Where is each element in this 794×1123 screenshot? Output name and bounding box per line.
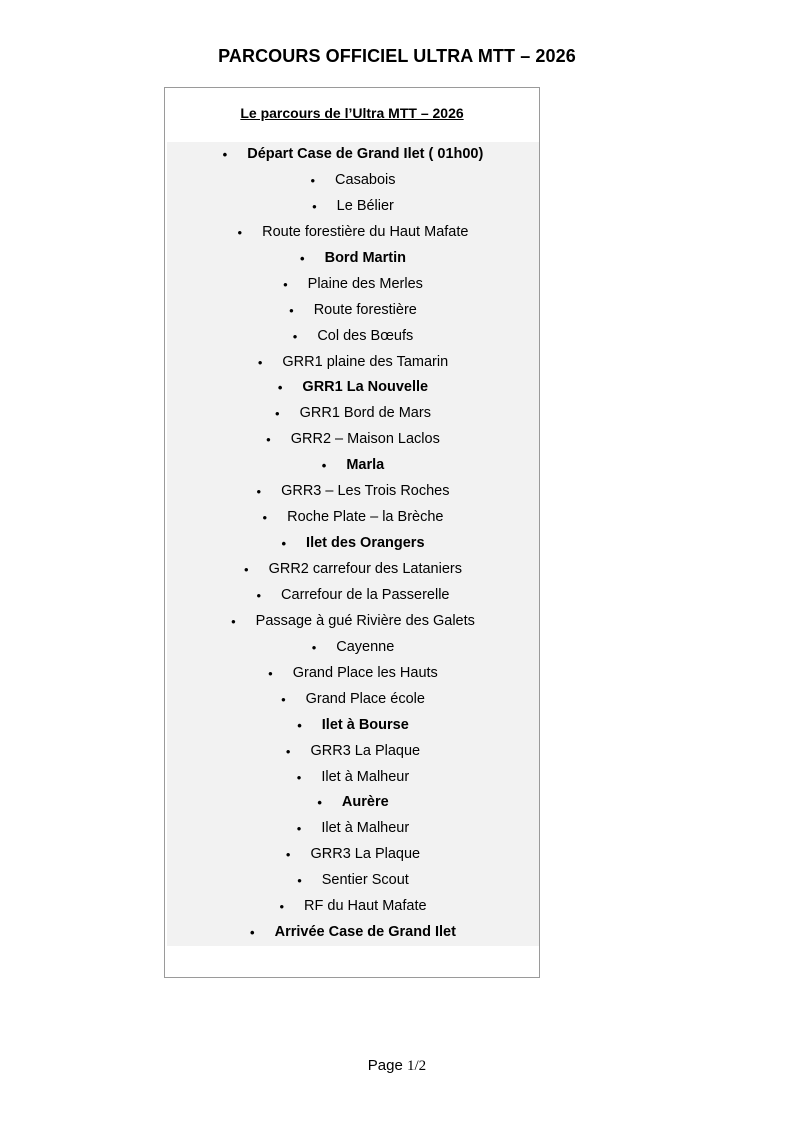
route-stop <box>167 816 539 842</box>
bullet-icon: • <box>317 795 322 811</box>
route-stop <box>167 687 539 713</box>
bullet-icon: • <box>256 587 262 603</box>
bullet-icon: • <box>279 899 285 915</box>
route-stop <box>167 453 539 479</box>
bullet-icon: • <box>275 406 280 422</box>
route-box-heading: Le parcours de l’Ultra MTT – 2026 <box>240 105 464 121</box>
route-stop-label: RF du Haut Mafate <box>304 898 427 915</box>
route-stop-label: Marla <box>346 457 385 474</box>
route-stop-label: Bord Martin <box>324 249 406 266</box>
bullet-icon: • <box>277 380 283 396</box>
bullet-icon: • <box>266 432 271 448</box>
route-stop-label: Col des Bœufs <box>317 327 414 344</box>
route-stop-label: Ilet à Bourse <box>321 716 409 733</box>
route-stop-list <box>167 142 539 946</box>
page-footer <box>0 1057 794 1075</box>
route-stop <box>167 246 539 272</box>
route-box <box>164 87 540 978</box>
route-stop-label: GRR2 – Maison Laclos <box>290 431 440 448</box>
route-stop-label: Plaine des Merles <box>307 275 423 292</box>
bullet-icon: • <box>285 743 291 759</box>
bullet-icon: • <box>257 354 263 370</box>
route-stop-label: Route forestière <box>313 301 417 318</box>
route-stop <box>167 375 539 401</box>
route-stop <box>167 635 539 661</box>
bullet-icon: • <box>250 925 255 941</box>
route-stop-label: GRR1 Bord de Mars <box>299 405 431 422</box>
route-stop-label: Le Bélier <box>336 197 394 214</box>
bullet-icon: • <box>300 250 305 266</box>
route-stop <box>167 168 539 194</box>
page-label: Page <box>367 1057 403 1074</box>
route-stop-label: Cayenne <box>336 638 395 655</box>
page-number: 1/2 <box>407 1058 427 1074</box>
route-stop-label: Ilet à Malheur <box>321 820 410 837</box>
route-stop <box>167 609 539 635</box>
route-stop <box>167 842 539 868</box>
route-stop <box>167 142 539 168</box>
route-stop <box>167 220 539 246</box>
route-stop <box>167 557 539 583</box>
bullet-icon: • <box>311 639 317 655</box>
bullet-icon: • <box>285 847 291 863</box>
bullet-icon: • <box>222 147 228 162</box>
bullet-icon: • <box>297 873 302 889</box>
route-stop <box>167 531 539 557</box>
route-stop-label: GRR2 carrefour des Lataniers <box>268 561 462 577</box>
route-stop-label: Carrefour de la Passerelle <box>281 586 450 603</box>
bullet-icon: • <box>256 484 262 500</box>
route-stop <box>167 350 539 376</box>
bullet-icon: • <box>244 562 249 577</box>
route-stop <box>167 479 539 505</box>
route-stop-label: Roche Plate – la Brèche <box>287 509 444 526</box>
bullet-icon: • <box>262 510 268 526</box>
route-stop-label: GRR3 – Les Trois Roches <box>281 483 450 500</box>
route-stop-label: Ilet à Malheur <box>321 768 410 785</box>
route-stop <box>167 661 539 687</box>
bullet-icon: • <box>289 302 294 318</box>
bullet-icon: • <box>231 613 236 629</box>
document-title: PARCOURS OFFICIEL ULTRA MTT – 2026 <box>218 46 576 66</box>
route-stop <box>167 920 539 946</box>
route-stop <box>167 790 539 816</box>
bullet-icon: • <box>296 821 302 837</box>
route-stop <box>167 583 539 609</box>
route-stop <box>167 324 539 350</box>
route-stop-label: GRR1 La Nouvelle <box>302 379 429 396</box>
bullet-icon: • <box>281 691 286 707</box>
route-stop-label: Route forestière du Haut Mafate <box>262 223 469 240</box>
bullet-icon: • <box>321 458 327 474</box>
bullet-icon: • <box>312 198 317 214</box>
route-stop-label: Départ Case de Grand Ilet ( 01h00) <box>247 146 484 162</box>
bullet-icon: • <box>310 172 316 188</box>
route-stop <box>167 505 539 531</box>
bullet-icon: • <box>297 717 302 733</box>
route-stop <box>167 427 539 453</box>
route-stop <box>167 765 539 791</box>
route-stop-label: Sentier Scout <box>321 872 409 889</box>
route-stop-label: GRR3 La Plaque <box>310 742 421 759</box>
route-stop-label: Casabois <box>335 171 396 188</box>
route-stop <box>167 739 539 765</box>
bullet-icon: • <box>296 769 302 785</box>
route-stop <box>167 894 539 920</box>
route-stop <box>167 713 539 739</box>
route-stop-label: Aurère <box>341 794 389 811</box>
bullet-icon: • <box>283 276 288 292</box>
route-stop <box>167 868 539 894</box>
route-stop <box>167 272 539 298</box>
route-stop <box>167 401 539 427</box>
bullet-icon: • <box>281 536 287 552</box>
route-stop <box>167 298 539 324</box>
bullet-icon: • <box>237 224 243 240</box>
route-stop-label: Grand Place école <box>305 690 425 707</box>
route-stop-label: Grand Place les Hauts <box>292 664 438 681</box>
route-stop-label: GRR1 plaine des Tamarin <box>282 353 449 370</box>
route-stop-label: Passage à gué Rivière des Galets <box>255 612 475 629</box>
route-stop <box>167 194 539 220</box>
bullet-icon: • <box>292 328 298 344</box>
route-stop-label: GRR3 La Plaque <box>310 846 421 863</box>
route-stop-label: Arrivée Case de Grand Ilet <box>274 924 456 941</box>
bullet-icon: • <box>268 665 273 681</box>
route-stop-label: Ilet des Orangers <box>306 535 425 552</box>
